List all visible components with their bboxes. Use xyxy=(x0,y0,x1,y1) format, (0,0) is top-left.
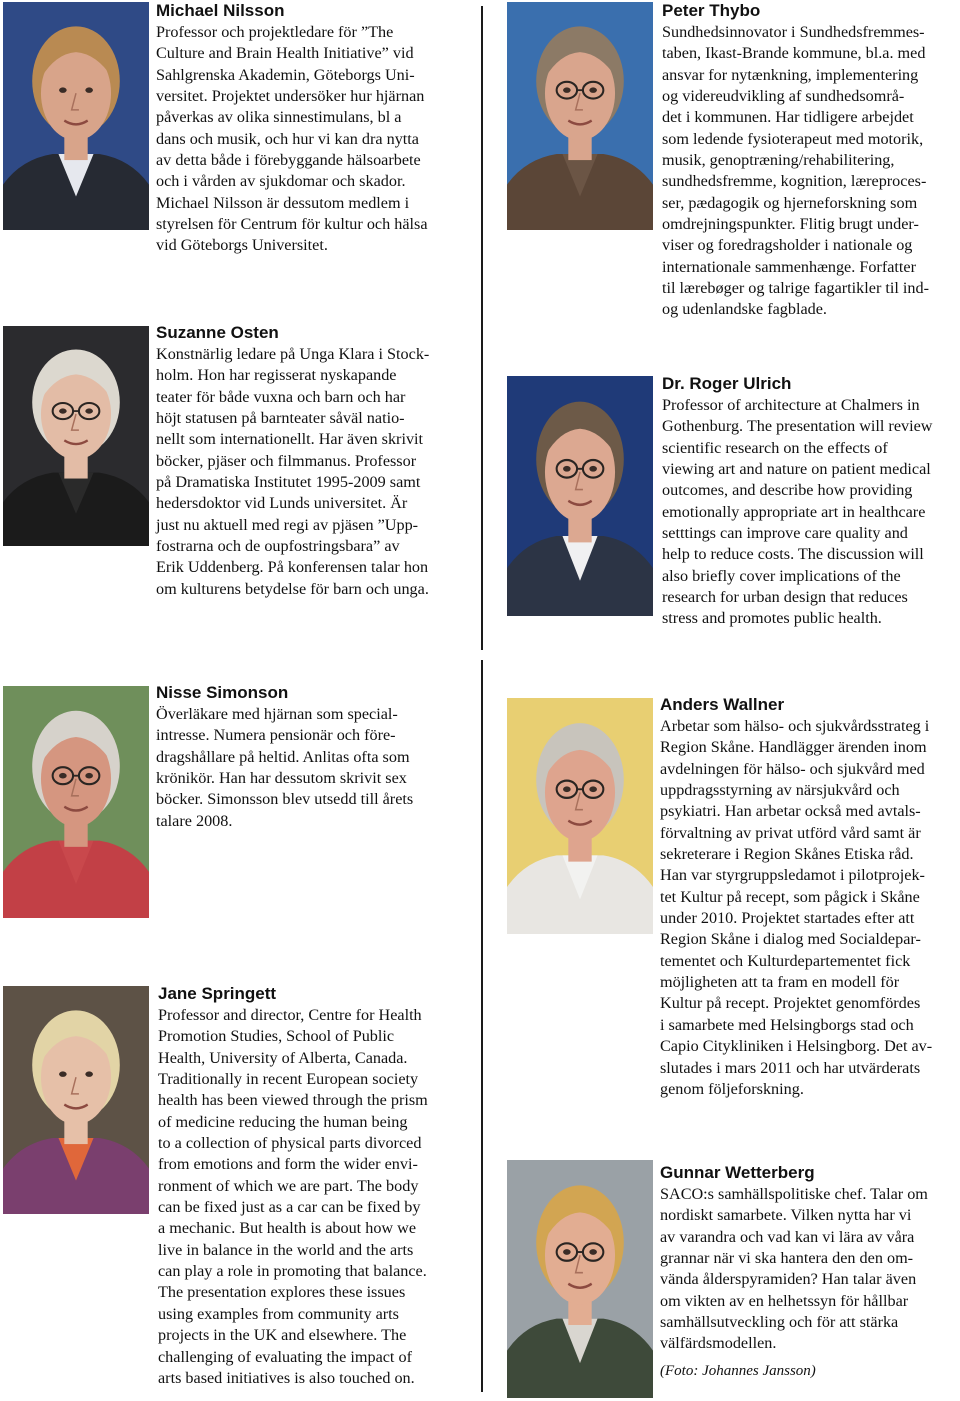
bio-line: ronment of which we are part. The body xyxy=(158,1176,419,1195)
bio-line: live in balance in the world and the arts xyxy=(158,1240,414,1259)
person-bio xyxy=(662,22,958,321)
bio-line: health has been viewed through the prism xyxy=(158,1091,428,1110)
bio-line: til lærebøger og talrige fagartikler til ind- xyxy=(662,279,930,298)
bio-line: og videreudvikling af sundhedsområ- xyxy=(662,87,905,106)
bio-peter-thybo xyxy=(662,0,958,321)
column-divider-bottom xyxy=(481,660,483,1392)
bio-line: tet Kultur på recept, som pågick i Skåne xyxy=(660,887,920,906)
bio-line: Promotion Studies, School of Public xyxy=(158,1027,395,1046)
bio-line: SACO:s samhällspolitiske chef. Talar om xyxy=(660,1185,928,1203)
bio-line: challenging of evaluating the impact of xyxy=(158,1347,412,1366)
bio-jane-springett xyxy=(158,983,473,1389)
bio-line: Professor och projektledare för ”The xyxy=(156,23,394,41)
person-bio xyxy=(660,1184,958,1355)
bio-line: Sahlgrenska Akademin, Göteborgs Uni- xyxy=(156,65,415,84)
bio-line: Konstnärlig ledare på Unga Klara i Stock- xyxy=(156,345,430,363)
bio-line: stress and promotes public health. xyxy=(662,609,882,628)
bio-line: under 2010. Projektet startades efter att xyxy=(660,909,915,928)
bio-line: slutades i mars 2011 och har utvärderats xyxy=(660,1058,921,1077)
bio-line: dragshållare på heltid. Anlitas ofta som xyxy=(156,747,410,766)
bio-line: avdelningen för hälso- och sjukvård med xyxy=(660,759,925,778)
bio-line: Han var styrgruppsledamot i pilotprojek- xyxy=(660,866,925,885)
person-name: Gunnar Wetterberg xyxy=(660,1163,815,1182)
bio-line: vända ålderspyramiden? Han talar även xyxy=(660,1270,917,1289)
person-name: Anders Wallner xyxy=(660,695,785,714)
bio-line: fostrarna och de oupfostringsbara” av xyxy=(156,537,400,556)
bio-line: psykiatri. Han arbetar också med avtals- xyxy=(660,802,921,821)
bio-line: böcker. Simonsson blev utsedd till årets xyxy=(156,790,414,809)
bio-line: talare 2008. xyxy=(156,811,233,830)
bio-line: Professor and director, Centre for Health xyxy=(158,1006,422,1024)
bio-line: om vikten av en helhetssyn för hållbar xyxy=(660,1291,909,1310)
bio-line: böcker, pjäser och filmmanus. Professor xyxy=(156,451,417,470)
bio-suzanne-osten xyxy=(156,322,471,600)
bio-line: internationale sammenhænge. Forfatter xyxy=(662,257,916,276)
bio-michael-nilsson xyxy=(156,0,471,257)
photo-nisse-simonson xyxy=(3,686,149,918)
bio-line: hedersdoktor vid Lunds universitet. Är xyxy=(156,494,408,513)
bio-line: om kulturens betydelse för barn och unga. xyxy=(156,579,429,598)
bio-line: vid Göteborgs Universitet. xyxy=(156,236,328,255)
bio-line: Gothenburg. The presentation will review xyxy=(662,417,933,436)
person-name: Michael Nilsson xyxy=(156,1,285,20)
bio-line: styrelsen för Centrum för kultur och hälsa xyxy=(156,215,428,234)
bio-line: det i kommunen. Har tidligere arbejdet xyxy=(662,108,914,127)
bio-line: can play a role in promoting that balance. xyxy=(158,1262,427,1281)
bio-line: omdrejningspunkter. Flitig brugt under- xyxy=(662,215,919,234)
bio-line: outcomes, and describe how providing xyxy=(662,481,913,500)
bio-line: grannar när vi ska hantera den den om- xyxy=(660,1249,914,1268)
bio-line: som ledende fysioterapeut med motorik, xyxy=(662,129,924,148)
bio-line: teater för både vuxna och barn och har xyxy=(156,387,406,406)
bio-line: Överläkare med hjärnan som special- xyxy=(156,705,398,723)
bio-line: a mechanic. But health is about how we xyxy=(158,1219,417,1238)
bio-line: using examples from community arts xyxy=(158,1304,399,1323)
person-bio xyxy=(662,395,958,630)
bio-line: Professor of architecture at Chalmers in xyxy=(662,396,920,414)
bio-line: Capio Citykliniken i Helsingborg. Det av- xyxy=(660,1037,933,1056)
person-name: Nisse Simonson xyxy=(156,683,289,702)
bio-line: Region Skåne i dialog med Socialdepar- xyxy=(660,930,921,949)
bio-line: förvaltning av privat utförd vård samt är xyxy=(660,823,921,842)
person-bio xyxy=(158,1005,473,1389)
bio-line: välfärdsmodellen. xyxy=(660,1334,777,1353)
bio-line: av detta både i förebyggande hälsoarbete xyxy=(156,151,421,170)
bio-line: tementet och Kulturdepartementet fick xyxy=(660,951,911,970)
bio-line: research for urban design that reduces xyxy=(662,588,908,607)
bio-line: to a collection of physical parts divorced xyxy=(158,1134,422,1153)
bio-line: arts based initiatives is also touched on. xyxy=(158,1368,415,1387)
bio-line: help to reduce costs. The discussion will xyxy=(662,545,924,564)
bio-line: projects in the UK and elsewhere. The xyxy=(158,1326,407,1345)
photo-anders-wallner xyxy=(507,698,653,934)
photo-roger-ulrich xyxy=(507,376,653,616)
bio-line: påverkas av olika sinnestimulans, bl a xyxy=(156,108,402,127)
bio-line: dans och musik, och hur vi kan dra nytta xyxy=(156,129,419,148)
bio-line: The presentation explores these issues xyxy=(158,1283,406,1302)
bio-line: also briefly cover implications of the xyxy=(662,566,901,585)
bio-line: möjligheten att ta fram en modell för xyxy=(660,973,900,992)
person-name: Peter Thybo xyxy=(662,1,761,20)
person-name: Suzanne Osten xyxy=(156,323,279,342)
bio-line: uppdragsstyrning av närsjukvård och xyxy=(660,781,900,800)
bio-line: scientific research on the effects of xyxy=(662,438,888,457)
bio-line: from emotions and form the wider envi- xyxy=(158,1155,418,1174)
bio-line: viewing art and nature on patient medical xyxy=(662,460,931,479)
bio-line: nordiskt samarbete. Vilken nytta har vi xyxy=(660,1206,912,1225)
photo-jane-springett xyxy=(3,986,149,1214)
person-bio xyxy=(156,22,471,257)
photo-michael-nilsson xyxy=(3,2,149,230)
bio-line: emotionally appropriate art in healthcare xyxy=(662,502,926,521)
bio-line: sekreterare i Region Skånes Etiska råd. xyxy=(660,845,914,864)
bio-line: just nu aktuell med regi av pjäsen ”Upp- xyxy=(156,515,419,534)
bio-line: Region Skåne. Handlägger ärenden inom xyxy=(660,738,927,757)
bio-line: taben, Ikast-Brande kommune, bl.a. med xyxy=(662,44,926,63)
bio-line: sundhedsfremme, kognition, læreproces- xyxy=(662,172,927,191)
bio-line: genom följeforskning. xyxy=(660,1079,804,1098)
photo-suzanne-osten xyxy=(3,326,149,546)
bio-line: setttings can improve care quality and xyxy=(662,524,908,543)
bio-line: Culture and Brain Health Initiative” vid xyxy=(156,44,414,63)
bio-line: och i vården av sjukdomar och skador. xyxy=(156,172,406,191)
person-name: Dr. Roger Ulrich xyxy=(662,374,792,393)
bio-line: og udenlandske fagblade. xyxy=(662,300,827,319)
bio-roger-ulrich xyxy=(662,373,958,630)
bio-line: Traditionally in recent European society xyxy=(158,1070,419,1089)
bio-line: Michael Nilsson är dessutom medlem i xyxy=(156,193,410,212)
column-divider-top xyxy=(481,6,483,650)
bio-line: ser, pædagogik og hjerneforskning som xyxy=(662,193,918,212)
photo-gunnar-wetterberg xyxy=(507,1160,653,1398)
bio-anders-wallner xyxy=(660,694,958,1100)
bio-line: nellt som internationellt. Har även skrivit xyxy=(156,430,424,449)
photo-peter-thybo xyxy=(507,2,653,230)
bio-line: Erik Uddenberg. På konferensen talar hon xyxy=(156,558,429,577)
bio-line: höjt statusen på barnteater såväl natio- xyxy=(156,409,405,428)
bio-line: krönikör. Han har dessutom skrivit sex xyxy=(156,769,407,788)
photo-credit: (Foto: Johannes Jansson) xyxy=(660,1362,816,1379)
bio-line: på Dramatiska Institutet 1995-2009 samt xyxy=(156,473,421,492)
bio-line: holm. Hon har regisserat nyskapande xyxy=(156,366,397,385)
bio-nisse-simonson xyxy=(156,682,471,832)
bio-line: viser og foredragsholder i nationale og xyxy=(662,236,913,255)
bio-line: samhällsutveckling och för att stärka xyxy=(660,1313,899,1332)
bio-line: i samarbete med Helsingborgs stad och xyxy=(660,1015,914,1034)
bio-gunnar-wetterberg xyxy=(660,1162,958,1381)
bio-line: versitet. Projektet undersöker hur hjärnan xyxy=(156,87,425,106)
bio-line: can be fixed just as a car can be fixed by xyxy=(158,1198,421,1217)
bio-line: Arbetar som hälso- och sjukvårdsstrateg i xyxy=(660,717,930,735)
bio-line: Health, University of Alberta, Canada. xyxy=(158,1048,408,1067)
bio-line: musik, genoptræning/rehabilitering, xyxy=(662,151,895,170)
person-bio xyxy=(156,344,471,600)
bio-line: av varandra och vad kan vi lära av våra xyxy=(660,1227,915,1246)
bio-line: ansvar for nytænkning, implementering xyxy=(662,65,919,84)
person-bio xyxy=(156,704,471,832)
bio-line: Sundhedsinnovator i Sundhedsfremmes- xyxy=(662,23,925,41)
bio-line: intresse. Numera pensionär och före- xyxy=(156,726,396,745)
bio-line: of medicine reducing the human being xyxy=(158,1112,408,1131)
bio-line: Kultur på recept. Projektet genomfördes xyxy=(660,994,921,1013)
person-name: Jane Springett xyxy=(158,984,277,1003)
person-bio xyxy=(660,716,958,1100)
